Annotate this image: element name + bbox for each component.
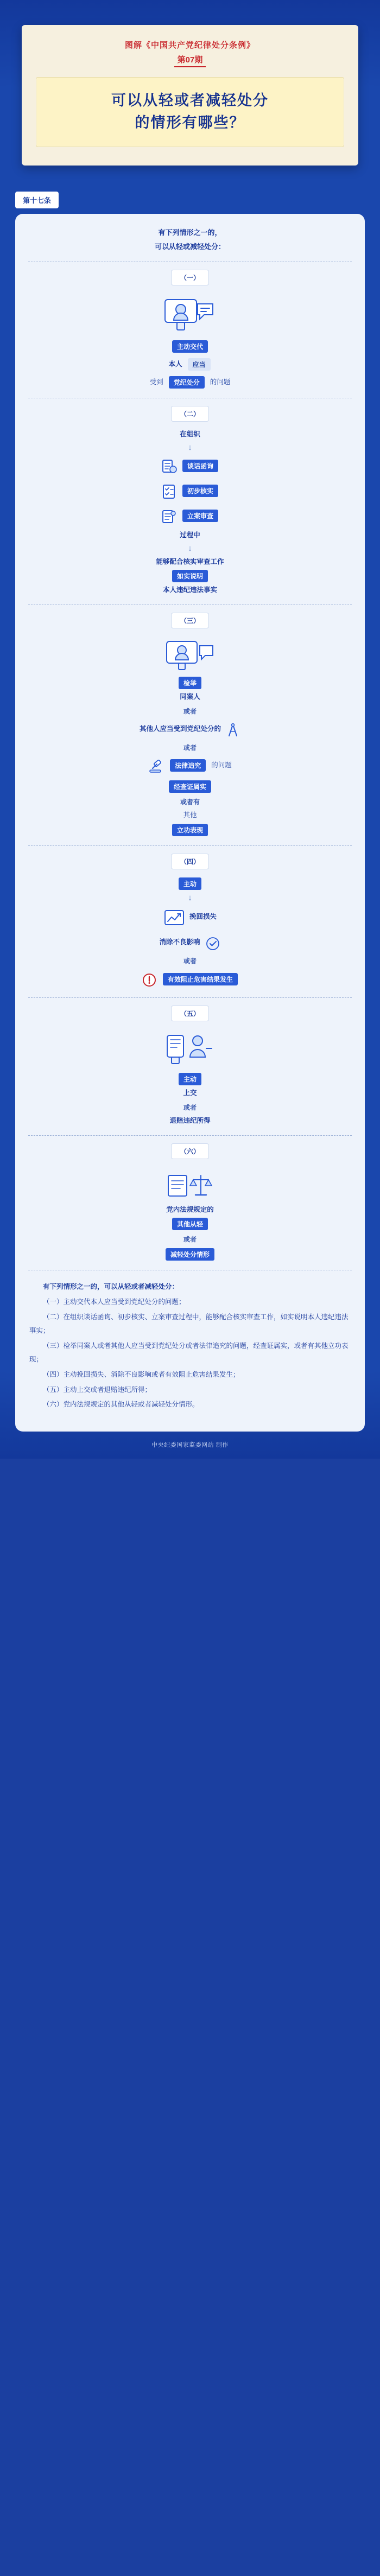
section-number: （五） — [171, 1006, 209, 1021]
article-tag: 第十七条 — [15, 192, 59, 208]
section-number: （三） — [171, 613, 209, 628]
gavel-icon — [148, 759, 164, 774]
section-number: （六） — [171, 1143, 209, 1159]
header-section — [0, 0, 380, 182]
legal-item-4: （四）主动挽回损失、消除不良影响或者有效阻止危害结果发生； — [43, 1371, 240, 1378]
s3-text-accomplice: 同案人 — [180, 693, 200, 701]
s3-chip-verified: 经查证属实 — [169, 780, 211, 793]
chip-active-confession: 主动交代 — [172, 340, 208, 353]
s2-text-cooperate: 能够配合核实审查工作 — [156, 557, 224, 565]
compass-icon — [225, 723, 240, 738]
lead-line2: 可以从轻或减轻处分： — [154, 243, 225, 251]
section-five — [28, 1006, 352, 1128]
s2-chip-case-review: 立案审查 — [182, 510, 218, 522]
s3-text-others: 其他人应当受到党纪处分的 — [139, 724, 221, 733]
s1-text-receive: 受到 — [149, 378, 163, 386]
s6-chip-mitigate: 减轻处分情形 — [166, 1248, 214, 1261]
scales-book-icon — [28, 1170, 352, 1201]
s2-chip-truthful: 如实说明 — [172, 570, 208, 582]
section-six — [28, 1143, 352, 1263]
s4-or-1: 或者 — [183, 957, 197, 965]
chart-recover-icon — [163, 909, 185, 927]
legal-item-2: （二）在组织谈话函询、初步核实、立案审查过程中，能够配合核实审查工作，如实说明本人违纪违法事实； — [29, 1313, 349, 1335]
s6-chip-other-lenient: 其他从轻 — [172, 1218, 208, 1230]
s2-chip-preliminary: 初步核实 — [182, 485, 218, 497]
legal-text-block — [28, 1278, 352, 1417]
s4-text-recover: 挽回损失 — [189, 913, 217, 921]
s1-text-problem: 的问题 — [210, 378, 231, 386]
divider — [28, 845, 352, 846]
s3-chip-report: 检举 — [179, 677, 201, 689]
section-four — [28, 854, 352, 990]
s3-chip-merit: 立功表现 — [172, 824, 208, 836]
s5-chip-active: 主动 — [179, 1073, 201, 1085]
lead-line1: 有下列情形之一的， — [158, 228, 222, 237]
s4-text-eliminate: 消除不良影响 — [159, 938, 200, 946]
arrow-down-icon: ↓ — [188, 442, 192, 452]
divider — [28, 997, 352, 998]
header-card — [22, 25, 358, 166]
s3-or-1: 或者 — [183, 707, 197, 715]
legal-item-5: （五）主动上交或者退赔违纪所得； — [43, 1385, 152, 1394]
legal-item-3: （三）检举同案人或者其他人应当受到党纪处分或者法律追究的问题，经查证属实，或者有其他立功表现； — [29, 1341, 349, 1364]
section-one — [28, 270, 352, 390]
page-title-line1: 可以从轻或者减轻处分 — [111, 92, 269, 109]
s5-or-1: 或者 — [183, 1103, 197, 1111]
case-file-icon — [161, 508, 177, 525]
section-number: （二） — [171, 406, 209, 422]
s4-chip-active: 主动 — [179, 877, 201, 890]
s6-text-regulation: 党内法规规定的 — [166, 1205, 214, 1213]
s1-chip-should: 应当 — [188, 358, 211, 371]
footer-credit: 中央纪委国家监委网站 制作 — [151, 1441, 229, 1448]
s5-text-refund: 退赔违纪所得 — [169, 1116, 211, 1124]
legal-item-6: （六）党内法规规定的其他从轻或者减轻处分情形。 — [43, 1401, 199, 1409]
issue-number — [36, 54, 344, 67]
lead-text — [28, 226, 352, 254]
s3-text-other: 其他 — [183, 811, 197, 819]
s2-text-in-org: 在组织 — [180, 430, 200, 438]
content-card — [15, 214, 365, 1432]
s1-text-self: 本人 — [168, 360, 182, 368]
legal-item-1: （一）主动交代本人应当受到党纪处分的问题； — [43, 1297, 186, 1306]
section-number: （一） — [171, 270, 209, 285]
handover-icon — [28, 1032, 352, 1069]
section-three — [28, 613, 352, 838]
report-person-icon — [28, 639, 352, 673]
page-title-line2: 的情形有哪些？ — [135, 114, 245, 131]
s2-text-facts: 本人违纪违法事实 — [162, 586, 217, 594]
s6-or-1: 或者 — [183, 1236, 197, 1244]
divider — [28, 1135, 352, 1136]
arrow-down-icon: ↓ — [188, 544, 192, 553]
legal-intro: 有下列情形之一的，可以从轻或者减轻处分： — [43, 1283, 179, 1291]
s2-text-process: 过程中 — [180, 531, 200, 539]
cleanup-icon — [205, 936, 221, 951]
s3-text-problem: 的问题 — [211, 761, 232, 769]
document-talk-icon — [161, 459, 177, 475]
s3-or-3: 或者有 — [180, 798, 200, 806]
s1-chip-party-discipline: 党纪处分 — [169, 376, 205, 389]
checklist-icon — [161, 484, 177, 500]
s4-chip-prevent: 有效阻止危害结果发生 — [163, 973, 238, 985]
arrow-down-icon: ↓ — [188, 893, 192, 902]
s3-or-2: 或者 — [183, 743, 197, 752]
person-speaking-icon — [28, 296, 352, 336]
section-two — [28, 406, 352, 597]
s5-text-handover: 上交 — [183, 1089, 197, 1097]
body-section — [0, 182, 380, 1432]
s2-chip-talk: 谈话函询 — [182, 460, 218, 472]
section-number: （四） — [171, 854, 209, 869]
title-box — [36, 77, 344, 147]
issue-number-text: 第07期 — [174, 54, 206, 67]
warning-stop-icon — [141, 972, 157, 988]
series-title: 图解《中国共产党纪律处分条例》 — [124, 41, 255, 50]
s3-chip-legal: 法律追究 — [170, 759, 206, 772]
